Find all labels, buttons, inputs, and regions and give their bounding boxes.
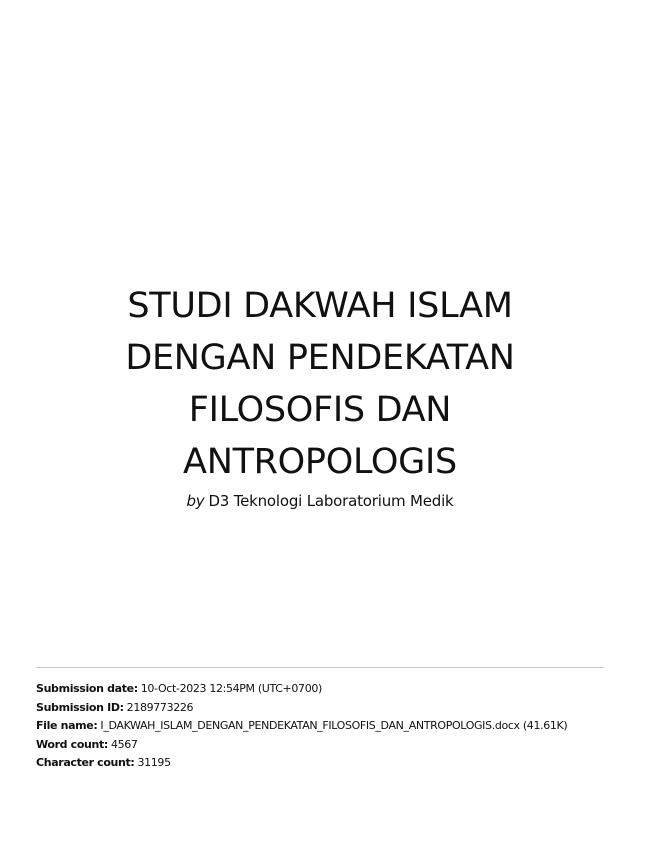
submission-date-value: 10-Oct-2023 12:54PM (UTC+0700) <box>140 682 322 695</box>
character-count-row <box>36 754 626 773</box>
word-count-label: Word count: <box>36 737 108 751</box>
by-label: by <box>186 492 205 510</box>
section-divider <box>36 667 604 668</box>
character-count-label: Character count: <box>36 756 135 769</box>
character-count-value: 31195 <box>137 756 171 769</box>
file-name-row <box>36 717 626 736</box>
author-byline <box>0 490 640 512</box>
file-name-label: File name: <box>36 719 98 732</box>
document-title-line-4: ANTROPOLOGIS <box>183 442 457 482</box>
document-title-line-2: DENGAN PENDEKATAN <box>125 338 515 378</box>
word-count-value: 4567 <box>110 737 138 751</box>
submission-id-label: Submission ID: <box>36 700 124 714</box>
submission-id-value: 2189773226 <box>126 700 194 714</box>
word-count-row <box>36 736 626 755</box>
submission-date-row <box>36 680 626 699</box>
document-title-line-1: STUDI DAKWAH ISLAM <box>127 286 513 326</box>
submission-date-label: Submission date: <box>36 682 138 695</box>
author-name: D3 Teknologi Laboratorium Medik <box>208 492 454 510</box>
submission-info <box>36 680 626 773</box>
document-title-line-3: FILOSOFIS DAN <box>188 390 452 430</box>
cover-title-block <box>0 280 640 512</box>
submission-id-row <box>36 699 626 718</box>
file-name-value: I_DAKWAH_ISLAM_DENGAN_PENDEKATAN_FILOSOFIS_DAN_ANTROPOLOGIS.docx (41.61K) <box>100 719 568 732</box>
